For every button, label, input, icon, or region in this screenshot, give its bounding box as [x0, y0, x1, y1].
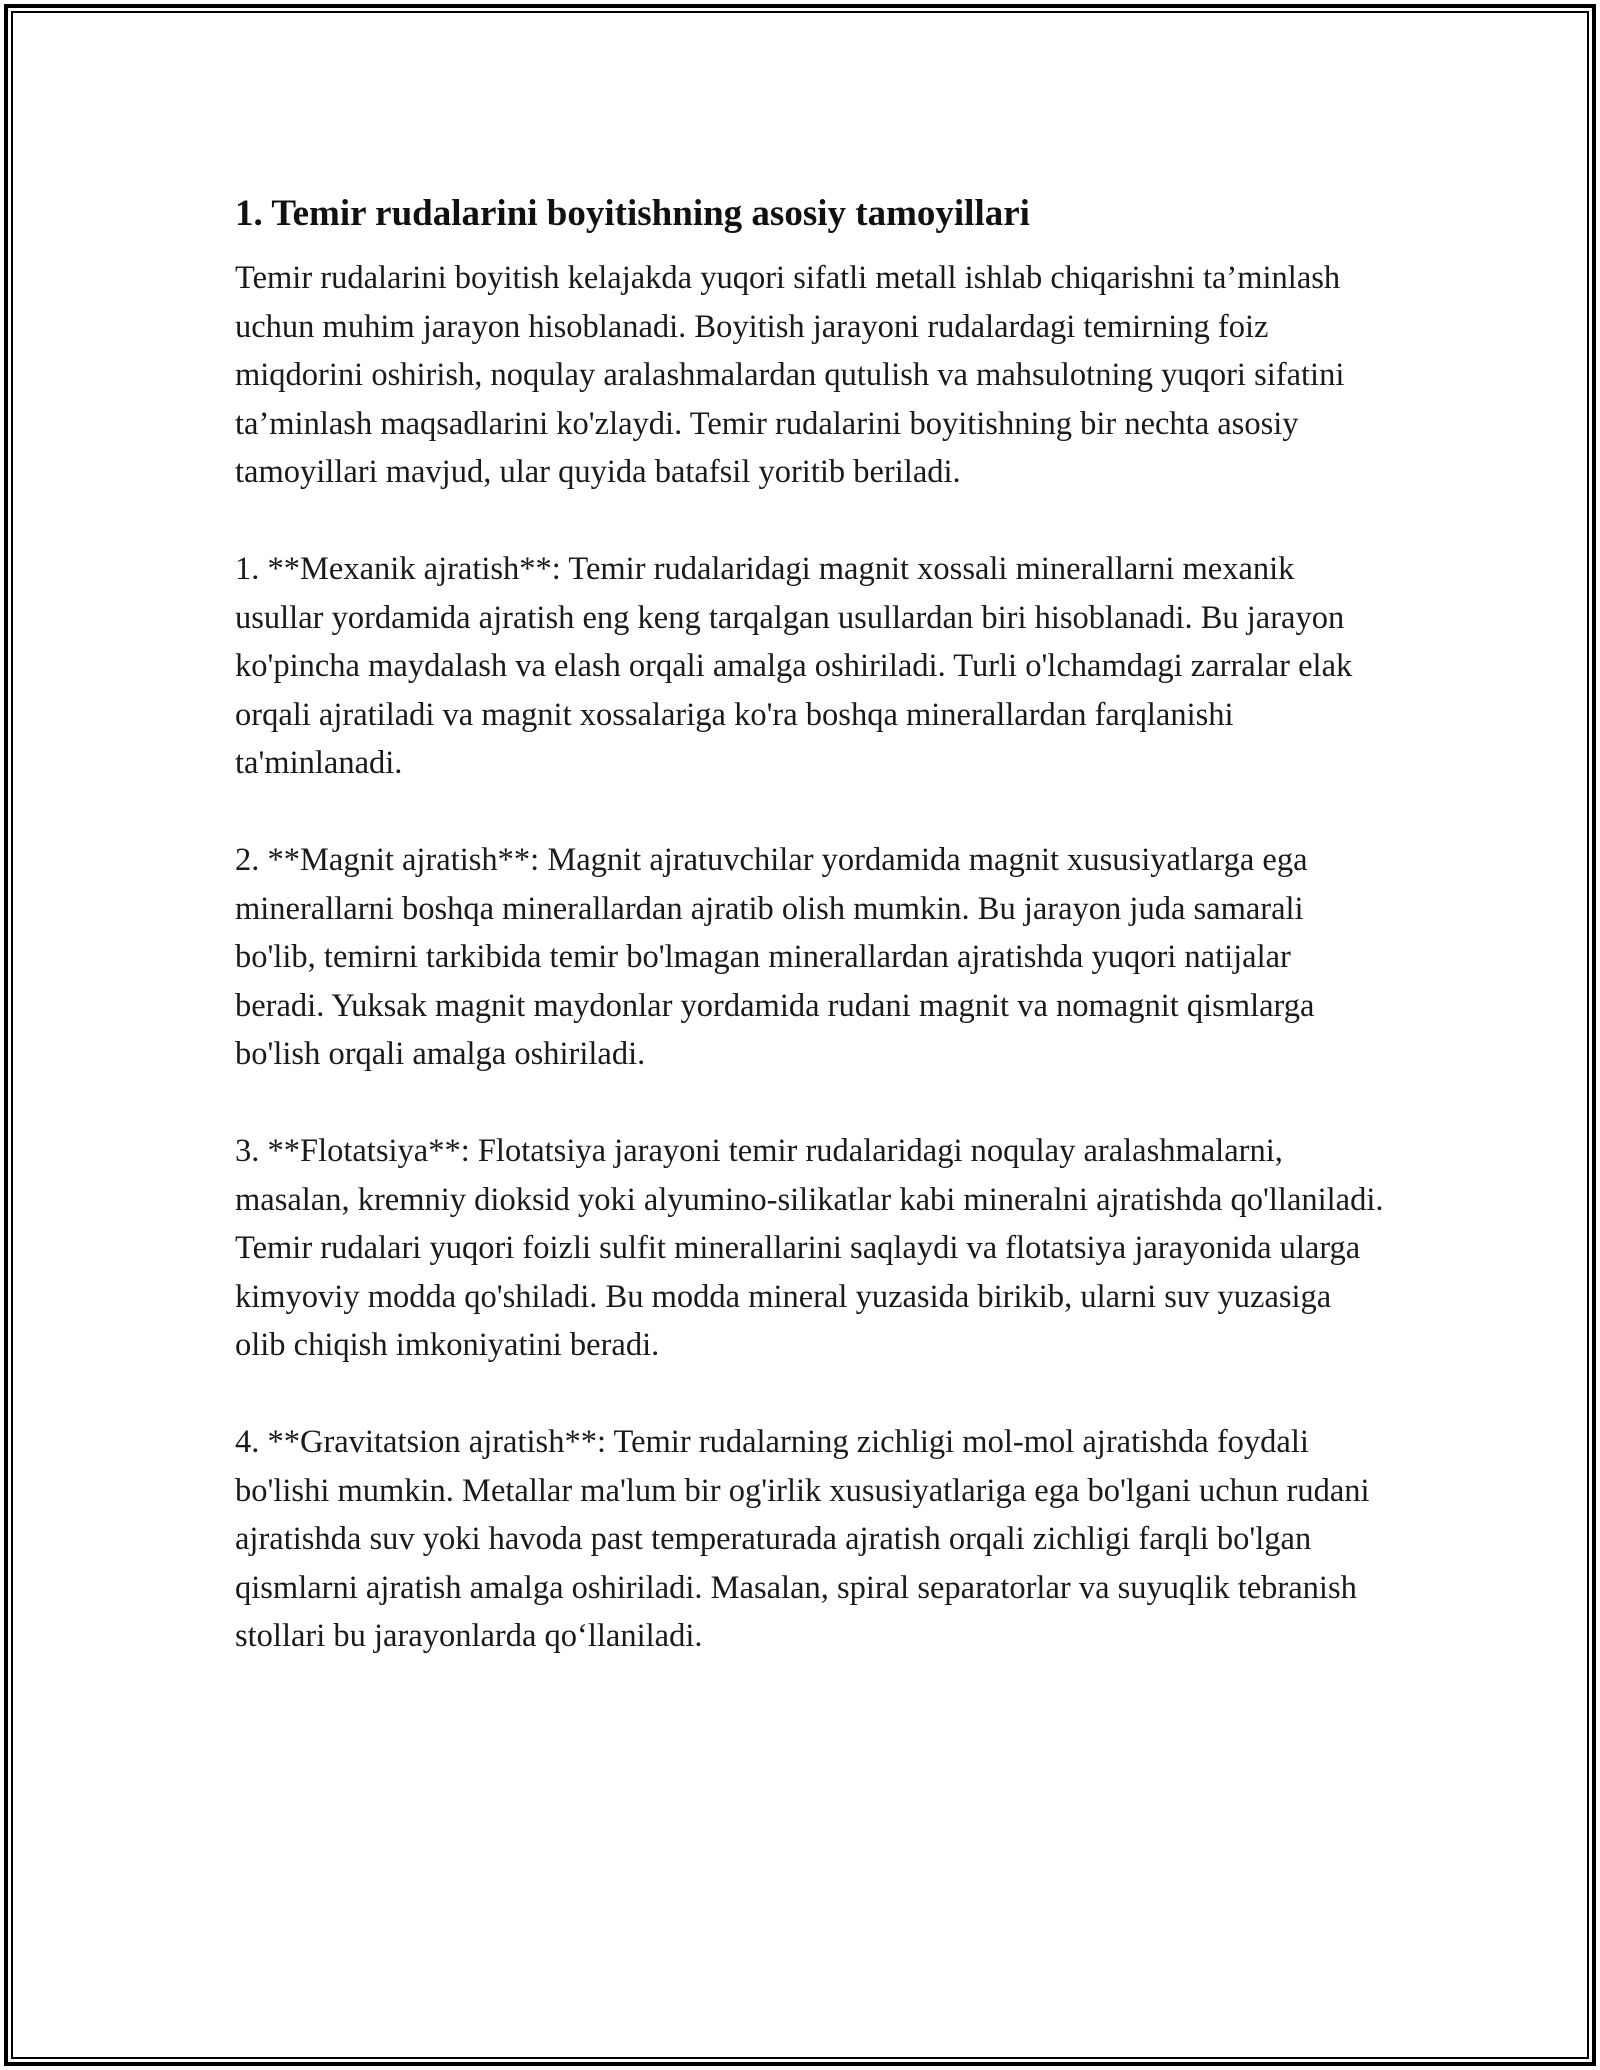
section-heading: 1. Temir rudalarini boyitishning asosiy tamoyillari: [235, 193, 1030, 234]
paragraph-mechanical-separation: 1. **Mexanik ajratish**: Temir rudalaridagi magnit xossali minerallarni mexanik usullar yordamida ajratish eng keng tarqalgan usullardan biri hisoblanadi. Bu jarayon ko'pincha maydalash va elash orqali amalga oshiriladi. Turli o'lchamdagi zarralar elak orqali ajratiladi va magnit xossalariga ko'ra boshqa minerallardan farqlanishi ta'minlanadi.: [235, 551, 1353, 781]
document-body: [235, 186, 1385, 1709]
intro-paragraph: Temir rudalarini boyitish kelajakda yuqori sifatli metall ishlab chiqarishni ta’minlash uchun muhim jarayon hisoblanadi. Boyitish jarayoni rudalardagi temirning foiz miqdorini oshirish, noqulay aralashmalardan qutulish va mahsulotning yuqori sifatini ta’minlash maqsadlarini ko'zlaydi. Temir rudalarini boyitishning bir nechta asosiy tamoyillari mavjud, ular quyida batafsil yoritib beriladi.: [235, 260, 1345, 490]
paragraph-gravity-separation: 4. **Gravitatsion ajratish**: Temir rudalarning zichligi mol-mol ajratishda foydali bo'lishi mumkin. Metallar ma'lum bir og'irlik xususiyatlariga ega bo'lgani uchun rudani ajratishda suv yoki havoda past temperaturada ajratish orqali zichligi farqli bo'lgan qismlarni ajratish amalga oshiriladi. Masalan, spiral separatorlar va suyuqlik tebranish stollari bu jarayonlarda qo‘llaniladi.: [235, 1424, 1370, 1654]
paragraph-magnetic-separation: 2. **Magnit ajratish**: Magnit ajratuvchilar yordamida magnit xususiyatlarga ega minerallarni boshqa minerallardan ajratib olish mumkin. Bu jarayon juda samarali bo'lib, temirni tarkibida temir bo'lmagan minerallardan ajratishda yuqori natijalar beradi. Yuksak magnit maydonlar yordamida rudani magnit va nomagnit qismlarga bo'lish orqali amalga oshiriladi.: [235, 842, 1315, 1072]
paragraph-flotation: 3. **Flotatsiya**: Flotatsiya jarayoni temir rudalaridagi noqulay aralashmalarni, masalan, kremniy dioksid yoki alyumino-silikatlar kabi mineralni ajratishda qo'llaniladi. Temir rudalari yuqori foizli sulfit minerallarini saqlaydi va flotatsiya jarayonida ularga kimyoviy modda qo'shiladi. Bu modda mineral yuzasida birikib, ularni suv yuzasiga olib chiqish imkoniyatini beradi.: [235, 1133, 1384, 1363]
